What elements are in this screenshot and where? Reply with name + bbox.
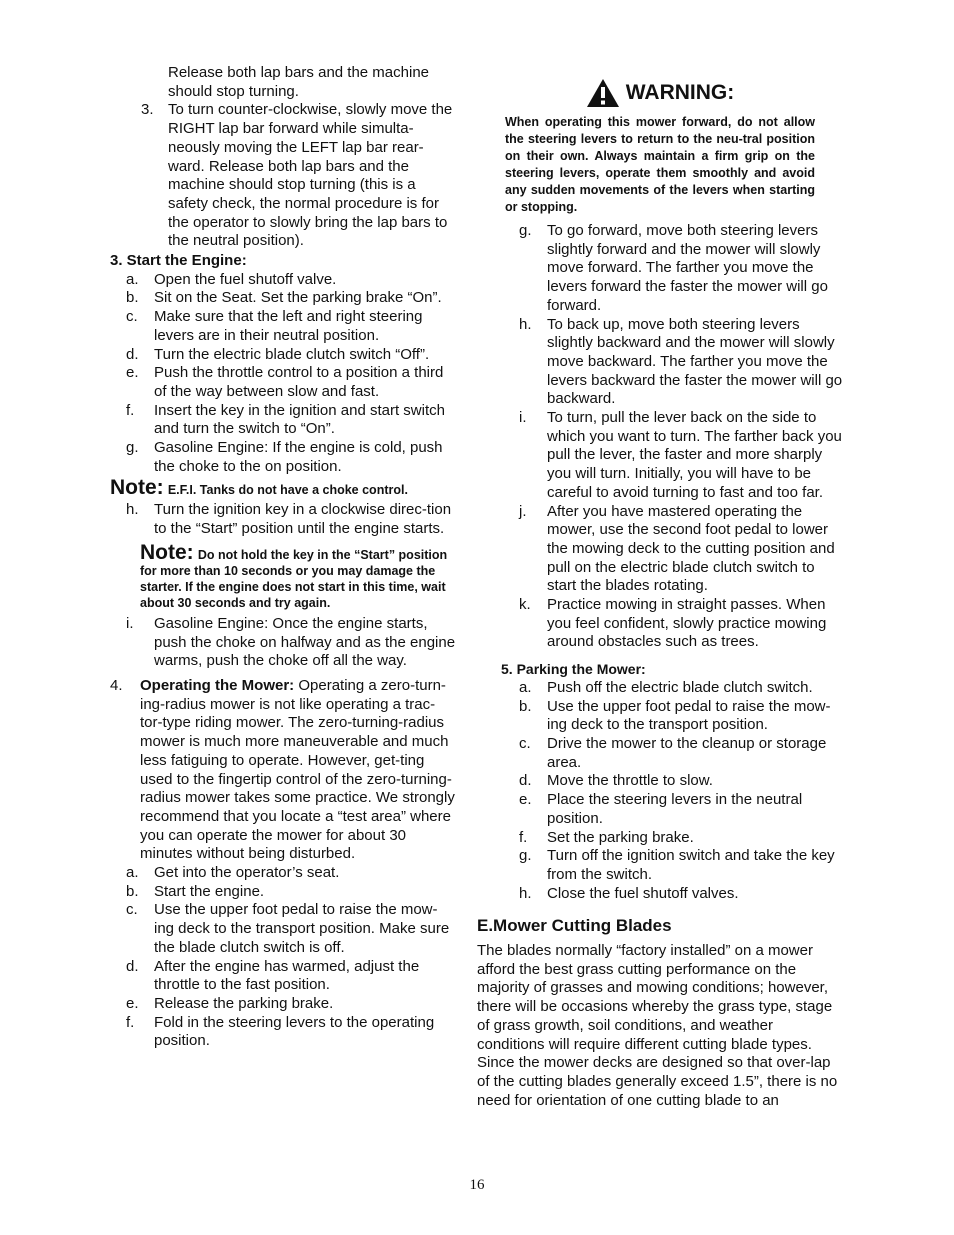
list-item [110,995,456,1014]
list-label: b. [519,697,532,715]
note [110,477,456,501]
list-text: Gasoline Engine: Once the engine starts, push the choke on halfway and as the engine warms, push the choke off all the way. [154,614,456,670]
list-text: After the engine has warmed, adjust the throttle to the fast position. [154,957,420,994]
list-text: Close the fuel shutoff valves. [547,884,739,902]
list-label: g. [519,222,532,239]
list-label: e. [126,364,139,382]
list-item [110,958,456,995]
list-label: e. [519,791,532,809]
list-item [477,772,843,791]
list-item [110,271,456,290]
list-text: Turn the ignition key in a clockwise direc-tion to the “Start” position until the engine starts. [154,501,452,538]
list-label: 3. [141,101,154,119]
warning-header [505,78,815,108]
list-text: To go forward, move both steering levers slightly forward and the mower will slowly move forward. The farther you move the levers forward the faster the mower will go forward. [547,222,828,314]
right-column [477,78,843,1110]
list-item [110,364,456,401]
list-item [110,308,456,345]
warning-box [477,78,843,216]
list-label: b. [126,882,139,900]
list-item [110,1014,456,1051]
list-item [477,829,843,848]
list-text: Use the upper foot pedal to raise the mow-ing deck to the transport position. Make sure the blade clutch switch is off. [154,901,450,956]
list-text: To back up, move both steering levers slightly backward and the mower will slowly move backward. The farther you move the levers backward the faster the mower will go backward. [547,315,843,408]
list-text: Sit on the Seat. Set the parking brake “On”. [154,289,442,307]
note-heading: Note: [110,476,164,500]
list-item [477,316,843,410]
list-text: Place the steering levers in the neutral position. [547,791,803,827]
list-text: Make sure that the left and right steering levers are in their neutral position. [154,308,423,344]
note-heading: Note: [140,540,194,564]
list-item [110,501,456,538]
list-text: Fold in the steering levers to the operating position. [154,1013,435,1050]
warning-title: WARNING: [625,80,735,104]
list-label: c. [126,901,138,919]
list-text: Push the throttle control to a position a third of the way between slow and fast. [154,364,444,400]
list-item [110,289,456,308]
section-heading: E.Mower Cutting Blades [477,916,672,936]
list-label: h. [519,884,532,902]
list-text: After you have mastered operating the mower, use the second foot pedal to lower the mowing deck to the cutting position and pull on the electric blade clutch switch to start the blades rotating. [547,502,835,595]
list-text: Open the fuel shutoff valve. [154,270,337,288]
list-text: Turn the electric blade clutch switch “Off”. [154,345,430,363]
list-text: Use the upper foot pedal to raise the mow-ing deck to the transport position. [547,697,831,734]
list-label: g. [519,847,532,865]
list-item [477,735,843,772]
note-text: E.F.I. Tanks do not have a choke control. [167,483,408,498]
list-item [477,409,843,503]
page-number: 16 [469,1177,485,1193]
list-item [110,864,456,883]
list-text: Drive the mower to the cleanup or storage area. [547,734,827,771]
list-label: a. [519,678,532,696]
continued-text: Release both lap bars and the machine should stop turning. [168,64,430,100]
list-text: Turn off the ignition switch and take the key from the switch. [547,847,835,883]
list-item [477,847,843,884]
note [110,540,456,611]
list-item [110,402,456,439]
list-label: k. [519,596,531,614]
list-item [110,439,456,476]
list-label: h. [519,315,532,333]
list-text: Start the engine. [154,882,265,900]
list-label: c. [126,308,138,326]
list-label: c. [519,734,531,752]
list-item [110,101,456,251]
list-label: a. [126,270,139,288]
list-label: f. [519,828,528,846]
list-item [477,791,843,828]
left-column [110,64,456,1051]
section-heading: 5. Parking the Mower: [501,661,646,678]
list-item [477,222,843,316]
list-label: f. [126,401,135,419]
list-item [477,503,843,597]
list-label: d. [126,957,139,975]
list-item [110,346,456,365]
list-label: g. [126,439,139,457]
list-label: f. [126,1013,135,1031]
list-text: Insert the key in the ignition and start switch and turn the switch to “On”. [154,401,445,438]
list-label: 4. [110,676,123,694]
list-label: d. [126,345,139,363]
list-text: Release the parking brake. [154,994,334,1012]
note-text: Do not hold the key in the “Start” position for more than 10 seconds or you may damage the starter. If the engine does not start in this time, wait about 30 seconds and try again. [140,547,448,610]
list-text: Push off the electric blade clutch switch. [547,678,813,696]
section-text: The blades normally “factory installed” on a mower afford the best grass cutting performance on the majority of grasses and mowing conditions; however, there will be occasions whereby the grass type, stage of grass growth, soil conditions, and weather conditions will require different cutting blade types. Since the mower decks are designed so that over-lap of the cutting blades generally exceed 1.5”, there is no need for orientation of one cutting blade to an [477,942,838,1109]
list-text: Move the throttle to slow. [547,772,713,790]
list-label: h. [126,501,139,519]
list-item [110,901,456,957]
list-text: To turn, pull the lever back on the side to which you want to turn. The farther back you pull the lever, the faster and more sharply you will turn. Initially, you will have to be careful to avoid turning to fast and too far. [547,409,842,501]
list-text: To turn counter-clockwise, slowly move the RIGHT lap bar forward while simulta-neously moving the LEFT lap bar rear-ward. Release both lap bars and the machine should stop turning (this is a safety check, the normal procedure is for the operator to slowly bring the lap bars to the neutral position). [168,101,453,250]
list-label: b. [126,289,139,307]
list-label: i. [519,409,527,427]
list-item [477,596,843,652]
list-label: e. [126,994,139,1012]
warning-triangle-icon [586,78,620,108]
list-text: Get into the operator’s seat. [154,864,340,882]
list-label: j. [519,502,527,520]
warning-text: When operating this mower forward, do not allow the steering levers to return to the neu-tral position on their own. Always maintain a firm grip on the steering levers, operate them smoothly and avoid any sudden movements of the levers when starting or stopping. [505,115,815,214]
list-label: a. [126,864,139,882]
list-item [110,615,456,671]
section-text: Operating a zero-turn-ing-radius mower is not like operating a trac-tor-type riding mower. The zero-turning-radius mower is much more maneuverable and much less fatiguing to operate. However, get-ting used to the fingertip control of the zero-turning-radius mower takes some practice. We strongly recommend that you locate a “test area” where you can operate the mower for about 30 minutes without being disturbed. [140,676,455,863]
list-text: Set the parking brake. [547,828,694,846]
section-heading: 3. Start the Engine: [110,252,247,270]
list-text: Practice mowing in straight passes. When you feel confident, slowly practice mowing around obstacles such as trees. [547,596,827,651]
list-text: Gasoline Engine: If the engine is cold, push the choke to the on position. [154,439,443,475]
list-item [477,885,843,904]
list-label: i. [126,614,134,632]
section-paragraph [110,677,456,864]
list-item [477,698,843,735]
section-heading: Operating the Mower: [140,676,295,694]
list-item [477,679,843,698]
list-item [110,883,456,902]
list-label: d. [519,772,532,790]
